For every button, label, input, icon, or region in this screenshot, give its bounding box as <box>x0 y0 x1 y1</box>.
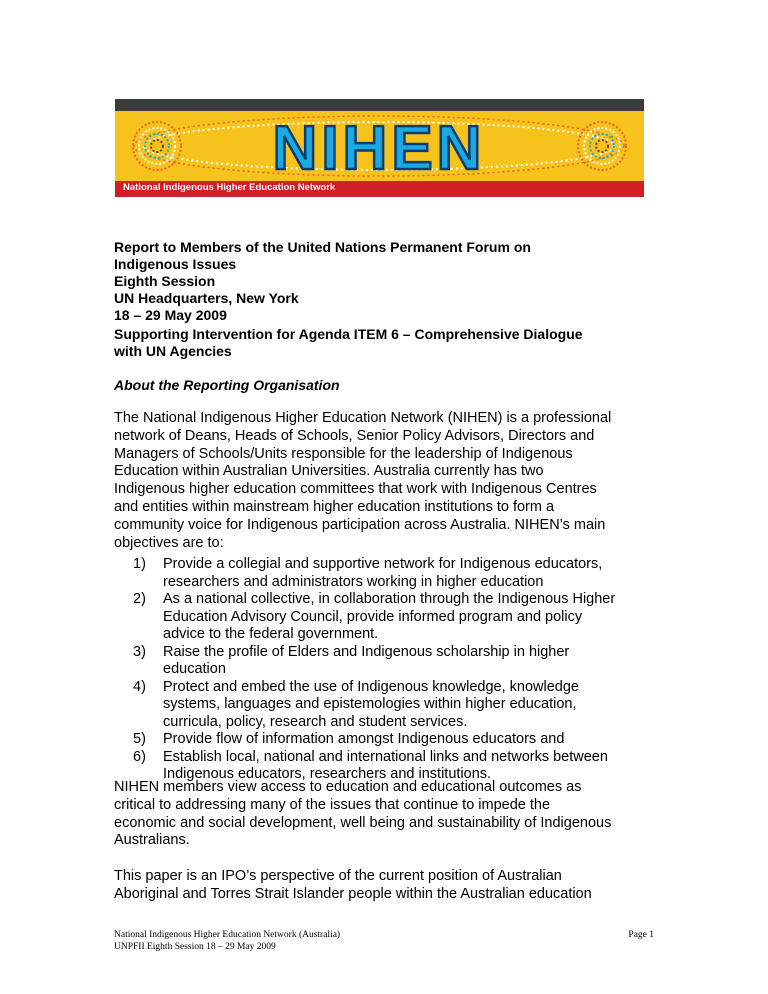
banner-top-bar <box>115 99 644 111</box>
paragraph-line: Education within Australian Universities. Australia currently has two <box>114 463 544 480</box>
paragraph-line: The National Indigenous Higher Education Network (NIHEN) is a professional <box>114 410 612 426</box>
paragraph-line: network of Deans, Heads of Schools, Senior Policy Advisors, Directors and <box>114 427 595 444</box>
nihen-banner <box>115 99 644 197</box>
paragraph-line: Indigenous higher education committees that work with Indigenous Centres <box>114 481 597 498</box>
paragraph-line: objectives are to: <box>114 534 224 551</box>
list-number: 3) <box>133 643 146 660</box>
paragraph-line: This paper is an IPO’s perspective of the current position of Australian <box>114 868 562 884</box>
list-item <box>133 556 615 591</box>
members-paragraph <box>114 779 654 850</box>
report-heading-line: UN Headquarters, New York <box>114 290 299 306</box>
list-item-line: Provide flow of information amongst Indigenous educators and <box>163 731 565 747</box>
paragraph-line: and entities within mainstream higher education institutions to form a <box>114 498 555 515</box>
list-item <box>133 731 615 749</box>
list-item-line: curricula, policy, research and student services. <box>163 713 468 730</box>
list-item-line: Education Advisory Council, provide informed program and policy <box>163 608 583 625</box>
list-number: 5) <box>133 731 146 747</box>
footer-organisation: National Indigenous Higher Education Network (Australia) <box>114 930 341 940</box>
list-item-line: As a national collective, in collaboration through the Indigenous Higher <box>163 591 616 607</box>
objectives-list <box>133 556 615 784</box>
nihen-logo-graphic <box>115 111 644 181</box>
report-heading <box>114 239 531 324</box>
list-item <box>133 644 615 679</box>
list-number: 2) <box>133 591 146 607</box>
list-item-line: Protect and embed the use of Indigenous knowledge, knowledge <box>163 678 579 695</box>
list-item-line: Indigenous educators, researchers and institutions. <box>163 766 492 782</box>
list-item-line: advice to the federal government. <box>163 626 379 642</box>
intro-paragraph <box>114 410 654 552</box>
list-item <box>133 591 615 644</box>
intervention-heading-line: with UN Agencies <box>114 343 232 359</box>
right-dot-circle-icon <box>578 122 626 170</box>
report-heading-line: Indigenous Issues <box>114 256 237 272</box>
list-item-line: Provide a collegial and supportive network for Indigenous educators, <box>163 556 603 572</box>
paragraph-line: Aboriginal and Torres Strait Islander people within the Australian education <box>114 885 592 902</box>
paragraph-line: Managers of Schools/Units responsible for the leadership of Indigenous <box>114 445 573 462</box>
list-number: 1) <box>133 556 146 572</box>
banner-strapline: National Indigenous Higher Education Network <box>123 182 336 193</box>
list-item-line: Establish local, national and international links and networks between <box>163 748 608 765</box>
list-number: 6) <box>133 748 146 765</box>
paragraph-line: community voice for Indigenous participation across Australia. NIHEN’s main <box>114 516 606 533</box>
list-item-line: Raise the profile of Elders and Indigenous scholarship in higher <box>163 643 570 660</box>
list-item-line: researchers and administrators working in higher education <box>163 573 544 590</box>
paragraph-line: NIHEN members view access to education and educational outcomes as <box>114 779 582 795</box>
report-heading-line: Report to Members of the United Nations Permanent Forum on <box>114 239 531 255</box>
report-heading-line: Eighth Session <box>114 273 216 289</box>
intervention-heading <box>114 326 583 360</box>
list-item-line: education <box>163 661 226 677</box>
paragraph-line: critical to addressing many of the issues that continue to impede the <box>114 796 551 813</box>
report-heading-line: 18 – 29 May 2009 <box>114 307 227 323</box>
logo-text: NIHEN <box>272 114 486 181</box>
intervention-heading-line: Supporting Intervention for Agenda ITEM 6 – Comprehensive Dialogue <box>114 326 583 342</box>
page-footer <box>114 929 654 953</box>
page-number: Page 1 <box>628 930 654 940</box>
paragraph-line: Australians. <box>114 832 190 849</box>
paragraph-line: economic and social development, well being and sustainability of Indigenous <box>114 814 612 831</box>
list-item-line: systems, languages and epistemologies within higher education, <box>163 696 577 712</box>
paper-paragraph <box>114 868 654 904</box>
section-title: About the Reporting Organisation <box>114 377 340 393</box>
list-item <box>133 679 615 732</box>
list-number: 4) <box>133 678 146 695</box>
footer-session: UNPFII Eighth Session 18 – 29 May 2009 <box>114 942 276 952</box>
banner-bottom-bar <box>115 181 644 197</box>
